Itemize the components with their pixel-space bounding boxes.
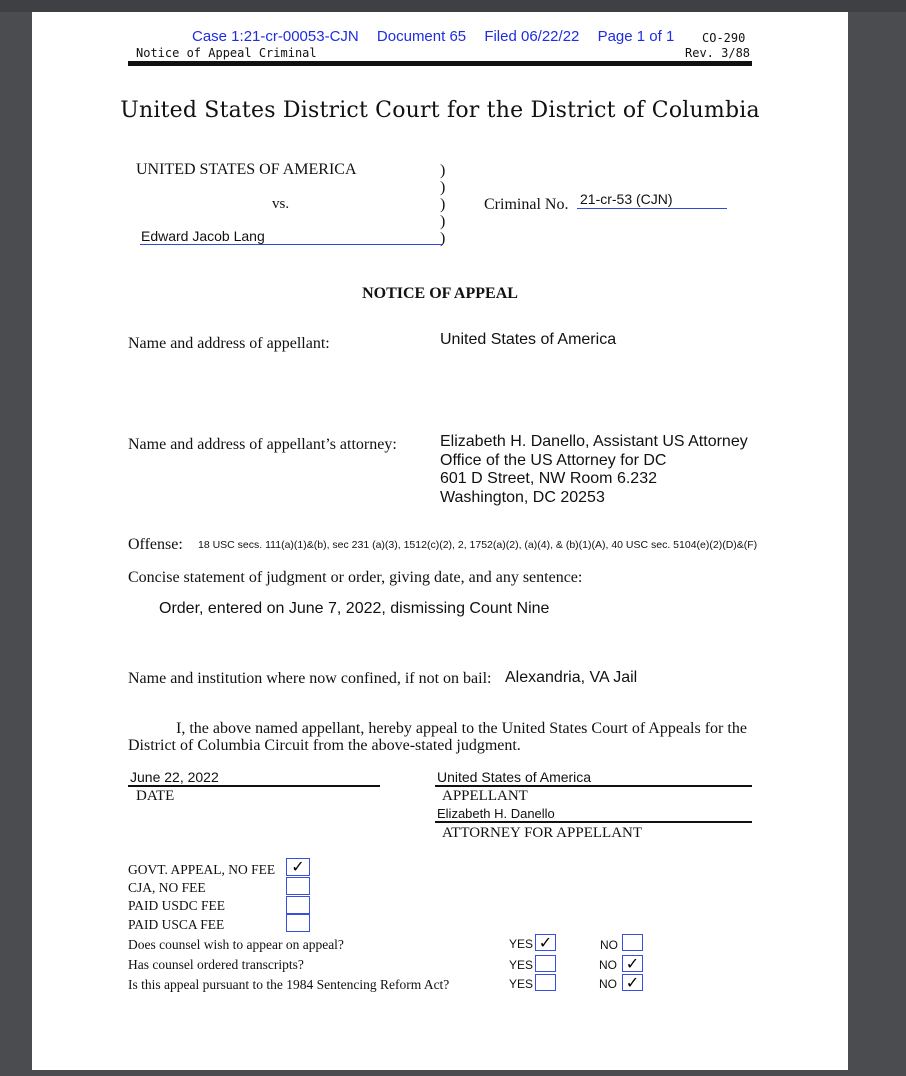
viewer-toolbar [0,0,906,12]
court-title: United States District Court for the District of Columbia [120,98,760,123]
judgment-label: Concise statement of judgment or order, giving date, and any sentence: [128,569,583,586]
filed-date: Filed 06/22/22 [484,28,580,45]
attorney-label: Name and address of appellant’s attorney: [128,436,397,453]
fee-label: PAID USDC FEE [128,898,226,913]
appellant-value: United States of America [440,331,617,348]
header-rule [128,61,752,66]
fee-checkbox-paid-usdc[interactable] [286,896,310,914]
yes-label: YES [509,937,534,951]
transcripts-yes-checkbox[interactable] [535,955,556,972]
fee-label: PAID USCA FEE [128,917,225,932]
appeal-statement-line2: District of Columbia Circuit from the above-stated judgment. [128,737,521,754]
judgment-value: Order, entered on June 7, 2022, dismissing Count Nine [159,600,550,617]
case-number: Case 1:21-cr-00053-CJN [192,28,359,45]
attorney-address [440,433,748,507]
counsel-appear-no-checkbox[interactable] [622,934,643,951]
attorney-signature-label: ATTORNEY FOR APPELLANT [442,825,643,841]
plaintiff-name: UNITED STATES OF AMERICA [136,161,357,178]
fee-label: GOVT. APPEAL, NO FEE [128,862,276,877]
fee-checkbox-govt[interactable]: ✓ [286,858,310,876]
appellant-label: Name and address of appellant: [128,335,330,352]
criminal-no-underline [577,208,727,209]
fee-label: CJA, NO FEE [128,880,206,895]
defendant-name: Edward Jacob Lang [141,228,265,244]
no-label: NO [599,977,617,991]
sentencing-act-yes-checkbox[interactable] [535,974,556,991]
attorney-line: 601 D Street, NW Room 6.232 [440,470,657,487]
appellant-line [435,785,752,787]
yes-label: YES [509,977,534,991]
date-line [128,785,380,787]
yes-label: YES [509,958,534,972]
form-code: CO-290 [702,31,746,45]
notice-title: NOTICE OF APPEAL [362,285,518,302]
criminal-no-label: Criminal No. [484,196,569,213]
appellant-signature-label: APPELLANT [442,788,528,804]
confinement-label: Name and institution where now confined, if not on bail: [128,670,492,687]
offense-value: 18 USC secs. 111(a)(1)&(b), sec 231 (a)(3), 1512(c)(2), 2, 1752(a)(2), (a)(4), & (b)(1)(A), 40 USC sec. 5104(e)(2)(D)&(F) [198,539,758,551]
attorney-line: Elizabeth H. Danello, Assistant US Attorney [440,433,748,450]
form-revision: Rev. 3/88 [685,46,751,60]
appellant-signature-value: United States of America [437,769,592,785]
attorney-signature-value: Elizabeth H. Danello [437,806,555,821]
transcripts-no-checkbox[interactable]: ✓ [622,955,643,972]
page-count: Page 1 of 1 [597,28,675,45]
no-label: NO [599,958,617,972]
question-label: Is this appeal pursuant to the 1984 Sentencing Reform Act? [128,977,450,992]
criminal-no-value: 21-cr-53 (CJN) [580,191,673,207]
counsel-appear-yes-checkbox[interactable]: ✓ [535,934,556,951]
date-value: June 22, 2022 [130,769,219,785]
confinement-value: Alexandria, VA Jail [505,669,638,686]
form-title: Notice of Appeal Criminal [136,46,317,60]
filing-stamp [192,28,688,45]
versus-label: vs. [272,196,290,212]
sentencing-act-no-checkbox[interactable]: ✓ [622,974,643,991]
document-number: Document 65 [376,28,467,45]
question-label: Has counsel ordered transcripts? [128,957,304,972]
date-label: DATE [136,788,175,804]
document-page [32,12,848,1070]
appeal-statement-line1: I, the above named appellant, hereby appeal to the United States Court of Appeals for the [176,720,747,737]
question-label: Does counsel wish to appear on appeal? [128,937,344,952]
no-label: NO [600,938,618,952]
fee-checkbox-paid-usca[interactable] [286,914,310,932]
defendant-underline [140,244,442,245]
attorney-line: Washington, DC 20253 [440,488,605,506]
attorney-line [435,821,752,823]
fee-checkbox-cja[interactable] [286,877,310,895]
caption-parens: ) ) ) ) ) [440,162,446,247]
attorney-line: Office of the US Attorney for DC [440,451,667,469]
offense-label: Offense: [128,536,183,553]
